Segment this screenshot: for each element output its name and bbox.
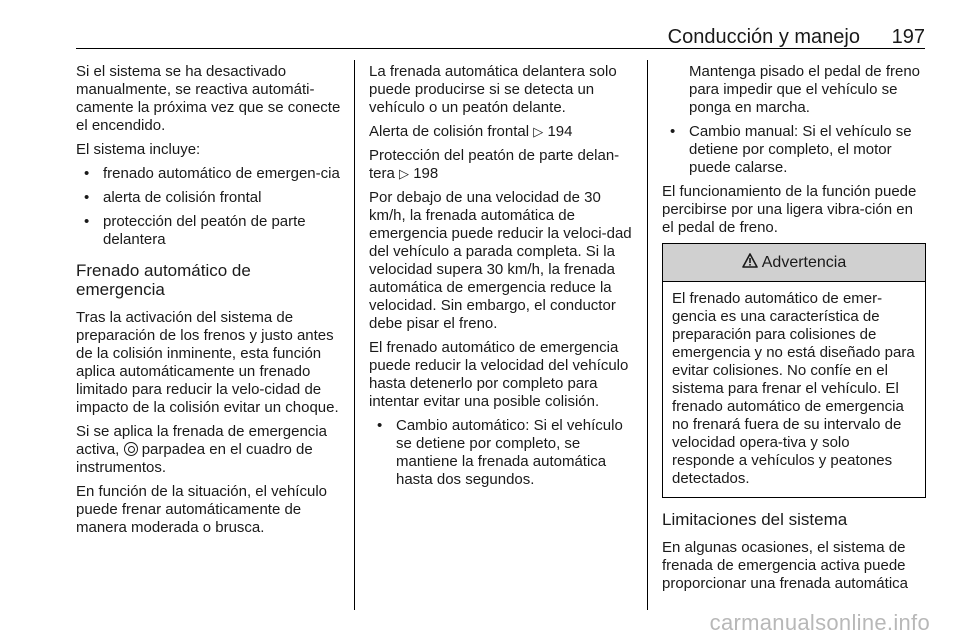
- warning-header: [663, 244, 925, 282]
- list-item: • frenado automático de emergen-cia: [76, 165, 342, 183]
- list-item: • Cambio automático: Si el vehículo se detiene por completo, se mantiene la frenada automática hasta dos segundos.: [369, 417, 635, 489]
- warning-title: Advertencia: [761, 253, 847, 271]
- paragraph: Si el sistema se ha desactivado manualmente, se reactiva automáti-camente la próxima vez que se conecte el encendido.: [76, 63, 341, 134]
- page-header-title: Conducción y manejo: [667, 26, 860, 48]
- bullet-list: [76, 165, 342, 249]
- page-number: 197: [891, 26, 925, 48]
- list-item: • protección del peatón de parte delantera: [76, 213, 342, 249]
- chevron-right-icon: ▷: [399, 166, 410, 181]
- paragraph: Si se aplica la frenada de emergencia activa, parpadea en el cuadro de instrumentos.: [76, 423, 327, 476]
- warning-triangle-icon: [742, 253, 758, 273]
- warning-text: El frenado automático de emer-gencia es una característica de preparación para colisiones de emergencia y no está diseñado para evitar colisiones. No confíe en el sistema para frenar el vehículo. El frenado automático de emergencia no frenará fuera de su intervalo de velocidad opera-tiva y solo responde a vehículos y peatones detectados.: [672, 290, 915, 487]
- chevron-right-icon: ▷: [533, 124, 544, 139]
- header-divider: [76, 48, 925, 49]
- brake-warning-icon: [124, 442, 138, 456]
- paragraph: El sistema incluye:: [76, 141, 201, 158]
- paragraph: En función de la situación, el vehículo puede frenar automáticamente de manera moderada o brusca.: [76, 483, 327, 536]
- list-item: • alerta de colisión frontal: [76, 189, 342, 207]
- paragraph: En algunas ocasiones, el sistema de frenada de emergencia activa puede proporcionar una frenada automática: [662, 539, 908, 592]
- list-item: Mantenga pisado el pedal de freno para impedir que el vehículo se ponga en marcha.: [689, 63, 921, 116]
- warning-box: [662, 243, 926, 498]
- paragraph: El frenado automático de emergencia puede reducir la velocidad del vehículo hasta detenerlo por completo para intentar evitar una posible colisión.: [369, 339, 629, 410]
- cross-reference[interactable]: Alerta de colisión frontal ▷ 194: [369, 123, 573, 140]
- paragraph: Por debajo de una velocidad de 30 km/h, la frenada automática de emergencia puede reducir la veloci-dad del vehículo a parada completa. Si la velocidad supera 30 km/h, la frenada automática de emergencia reduce la velocidad. Sin embargo, el conductor debe pisar el freno.: [369, 189, 632, 332]
- column-divider-2: [647, 60, 648, 610]
- column-3: [662, 63, 926, 599]
- cross-reference[interactable]: Protección del peatón de parte delan-tera ▷ 198: [369, 147, 620, 182]
- column-divider-1: [354, 60, 355, 610]
- column-1: [76, 63, 342, 543]
- watermark: carmanualsonline.info: [709, 610, 930, 635]
- bullet-list: [369, 417, 635, 489]
- column-2: [369, 63, 635, 495]
- list-item: • Cambio manual: Si el vehículo se detiene por completo, el motor puede calarse.: [662, 123, 926, 177]
- bullet-list: [662, 63, 926, 177]
- section-heading: Frenado automático de emergencia: [76, 261, 251, 299]
- section-heading: Limitaciones del sistema: [662, 510, 848, 529]
- warning-body: [663, 282, 925, 497]
- paragraph: Tras la activación del sistema de preparación de los frenos y justo antes de la colisión inminente, esta función aplica automáticamente un frenado limitado para reducir la velo-cidad de impacto de la colisión evitar un choque.: [76, 309, 339, 416]
- paragraph: El funcionamiento de la función puede percibirse por una ligera vibra-ción en el pedal de freno.: [662, 183, 917, 236]
- paragraph: La frenada automática delantera solo puede producirse si se detecta un vehículo o un peatón delante.: [369, 63, 617, 116]
